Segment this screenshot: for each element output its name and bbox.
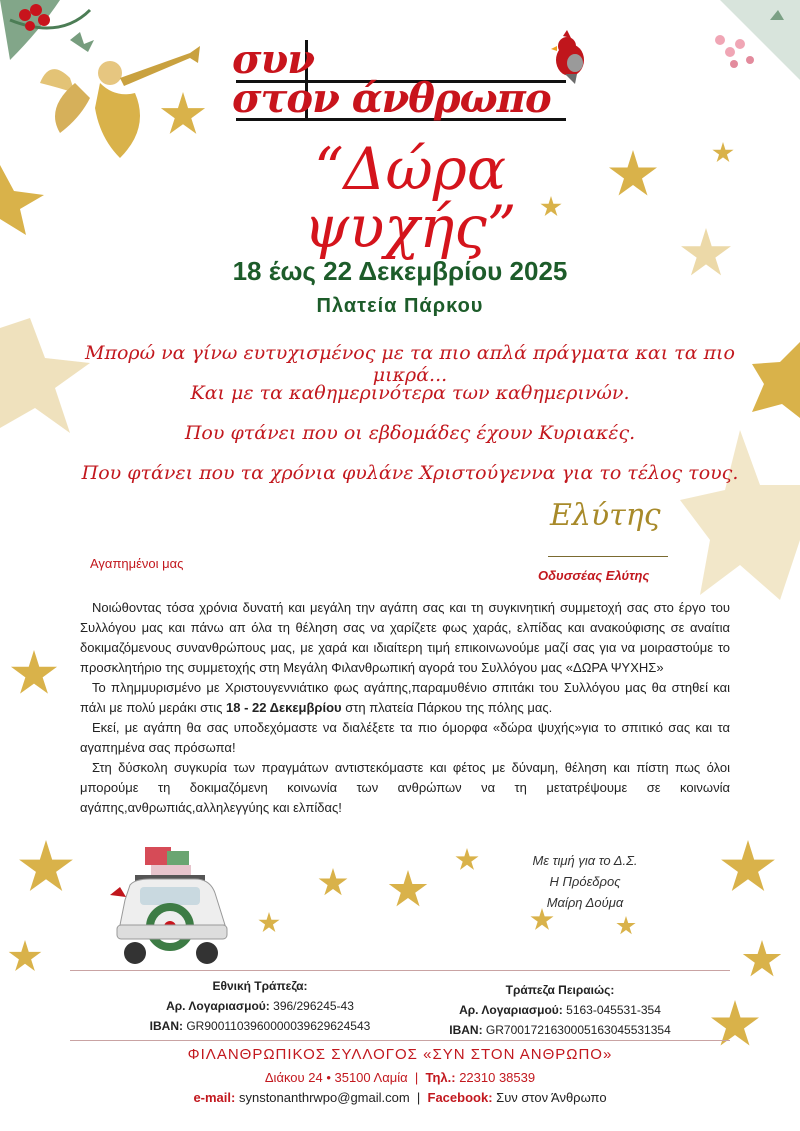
- poem-line: Που φτάνει που οι εβδομάδες έχουν Κυριακές.: [184, 422, 636, 444]
- poem-line: Που φτάνει που τα χρόνια φυλάνε Χριστούγεννα για το τέλος τους.: [81, 462, 739, 484]
- signature-line: [548, 556, 668, 557]
- star-icon: [742, 940, 782, 980]
- organization-address: Διάκου 24 • 35100 Λαμία | Τηλ.: 22310 38539: [264, 1070, 536, 1085]
- facebook-link[interactable]: Συν στον Άνθρωπο: [496, 1090, 607, 1105]
- christmas-car-illustration: [105, 845, 240, 970]
- bank-iban: IBAN: GR9001103960000039629624543: [149, 1019, 371, 1033]
- star-icon: [616, 916, 636, 936]
- paragraph-text: στη πλατεία Πάρκου της πόλης μας.: [341, 700, 553, 715]
- star-icon: [8, 940, 42, 974]
- paragraph: [80, 678, 730, 718]
- bank-account: Αρ. Λογαριασμού: 396/296245-43: [166, 999, 354, 1013]
- bank-info-piraeus: [410, 980, 710, 1040]
- bank-iban: IBAN: GR7001721630005163045531354: [449, 1023, 671, 1037]
- logo-text-line2: στον άνθρωπο: [232, 75, 551, 122]
- poem-line: Και με τα καθημερινότερα των καθημερινών.: [190, 382, 630, 404]
- footer-divider: [70, 1040, 730, 1041]
- organization-contacts: e-mail: synstonanthrwpo@gmail.com | Facebook: Συν στον Άνθρωπο: [193, 1090, 607, 1105]
- star-icon: [10, 650, 58, 698]
- berry-decoration: [660, 0, 800, 130]
- bank-name: Εθνική Τράπεζα:: [212, 979, 308, 993]
- signoff: [520, 850, 650, 913]
- paragraph-text: Το πλημμυρισμένο με Χριστουγεννιάτικο φως αγάπης,παραμυθένιο σπιτάκι του Συλλόγου μας θα στηθεί και πάλι με πολύ μεράκι στις: [80, 680, 730, 715]
- poet-name: Οδυσσέας Ελύτης: [538, 568, 650, 583]
- star-icon: [720, 840, 776, 896]
- star-icon: [608, 150, 658, 200]
- email-link[interactable]: synstonanthrwpo@gmail.com: [238, 1090, 410, 1105]
- paragraph: Στη δύσκολη συγκυρία των πραγμάτων αντιστεκόμαστε και φέτος με δύναμη, θέληση και πίστη πως όλοι μπορούμε τη δοκιμαζόμενη κοινωνία των ανθρώπων να τη μετατρέψουμε σε κοινωνία αγάπης,ανθρωπιάς,αλληλεγγύης και ελπίδας!: [80, 760, 730, 815]
- signoff-role: Η Πρόεδρος: [549, 874, 621, 889]
- greeting: Αγαπημένοι μας: [90, 556, 184, 571]
- event-dates-highlight: 18 - 22 Δεκεμβρίου: [226, 700, 342, 715]
- paragraph: Εκεί, με αγάπη θα σας υποδεχόμαστε να διαλέξετε τα πιο όμορφα «δώρα ψυχής»για το σπιτικό σας και τα αγαπημένα σας πρόσωπα!: [80, 720, 730, 755]
- event-venue: Πλατεία Πάρκου: [316, 295, 484, 317]
- bank-name: Τράπεζα Πειραιώς:: [505, 983, 615, 997]
- logo-text-line1: συν: [232, 36, 314, 83]
- letter-body: [80, 598, 730, 818]
- star-icon: [0, 165, 44, 235]
- event-title: “Δώρα ψυχής”: [303, 135, 517, 261]
- organization-name: ΦΙΛΑΝΘΡΩΠΙΚΟΣ ΣΥΛΛΟΓΟΣ «ΣΥΝ ΣΤΟΝ ΑΝΘΡΩΠΟ»: [187, 1046, 613, 1063]
- star-icon: [712, 142, 734, 164]
- bank-info-national: [110, 976, 410, 1036]
- event-date: 18 έως 22 Δεκεμβρίου 2025: [232, 256, 568, 286]
- star-icon: [388, 870, 428, 910]
- star-icon: [160, 92, 206, 138]
- signoff-name: Μαίρη Δούμα: [546, 895, 624, 910]
- footer-divider: [70, 970, 730, 971]
- star-icon: [318, 868, 348, 898]
- star-icon: [710, 1000, 760, 1050]
- signoff-line: Με τιμή για το Δ.Σ.: [532, 853, 638, 868]
- poem-line: Μπορώ να γίνω ευτυχισμένος με τα πιο απλά πράγματα και τα πιο μικρά...: [85, 342, 735, 386]
- bank-account: Αρ. Λογαριασμού: 5163-045531-354: [459, 1003, 661, 1017]
- star-icon: [258, 912, 280, 934]
- star-icon: [455, 848, 479, 872]
- star-icon: [18, 840, 74, 896]
- paragraph: Νοιώθοντας τόσα χρόνια δυνατή και μεγάλη την αγάπη σας και τη συγκινητική συμμετοχή σας στο έργο του Συλλόγου μας και πάνω απ όλα τη θέληση σας να χαρίζετε φως χαράς, ελπίδας και ανακούφισης σε αναίτια δοκιμαζόμενους συνανθρώπους μας, με χαρά και ιδιαίτερη τιμή επικοινωνούμε μαζί σας για να μοιραστούμε το προσκλητήριο της συμμετοχής στη Μεγάλη Φιλανθρωπική αγορά του Συλλόγου μας «ΔΩΡΑ ΨΥΧΗΣ»: [80, 600, 730, 675]
- cardinal-bird-icon: [545, 30, 595, 85]
- poet-signature: Ελύτης: [550, 498, 661, 533]
- star-icon: [680, 430, 800, 600]
